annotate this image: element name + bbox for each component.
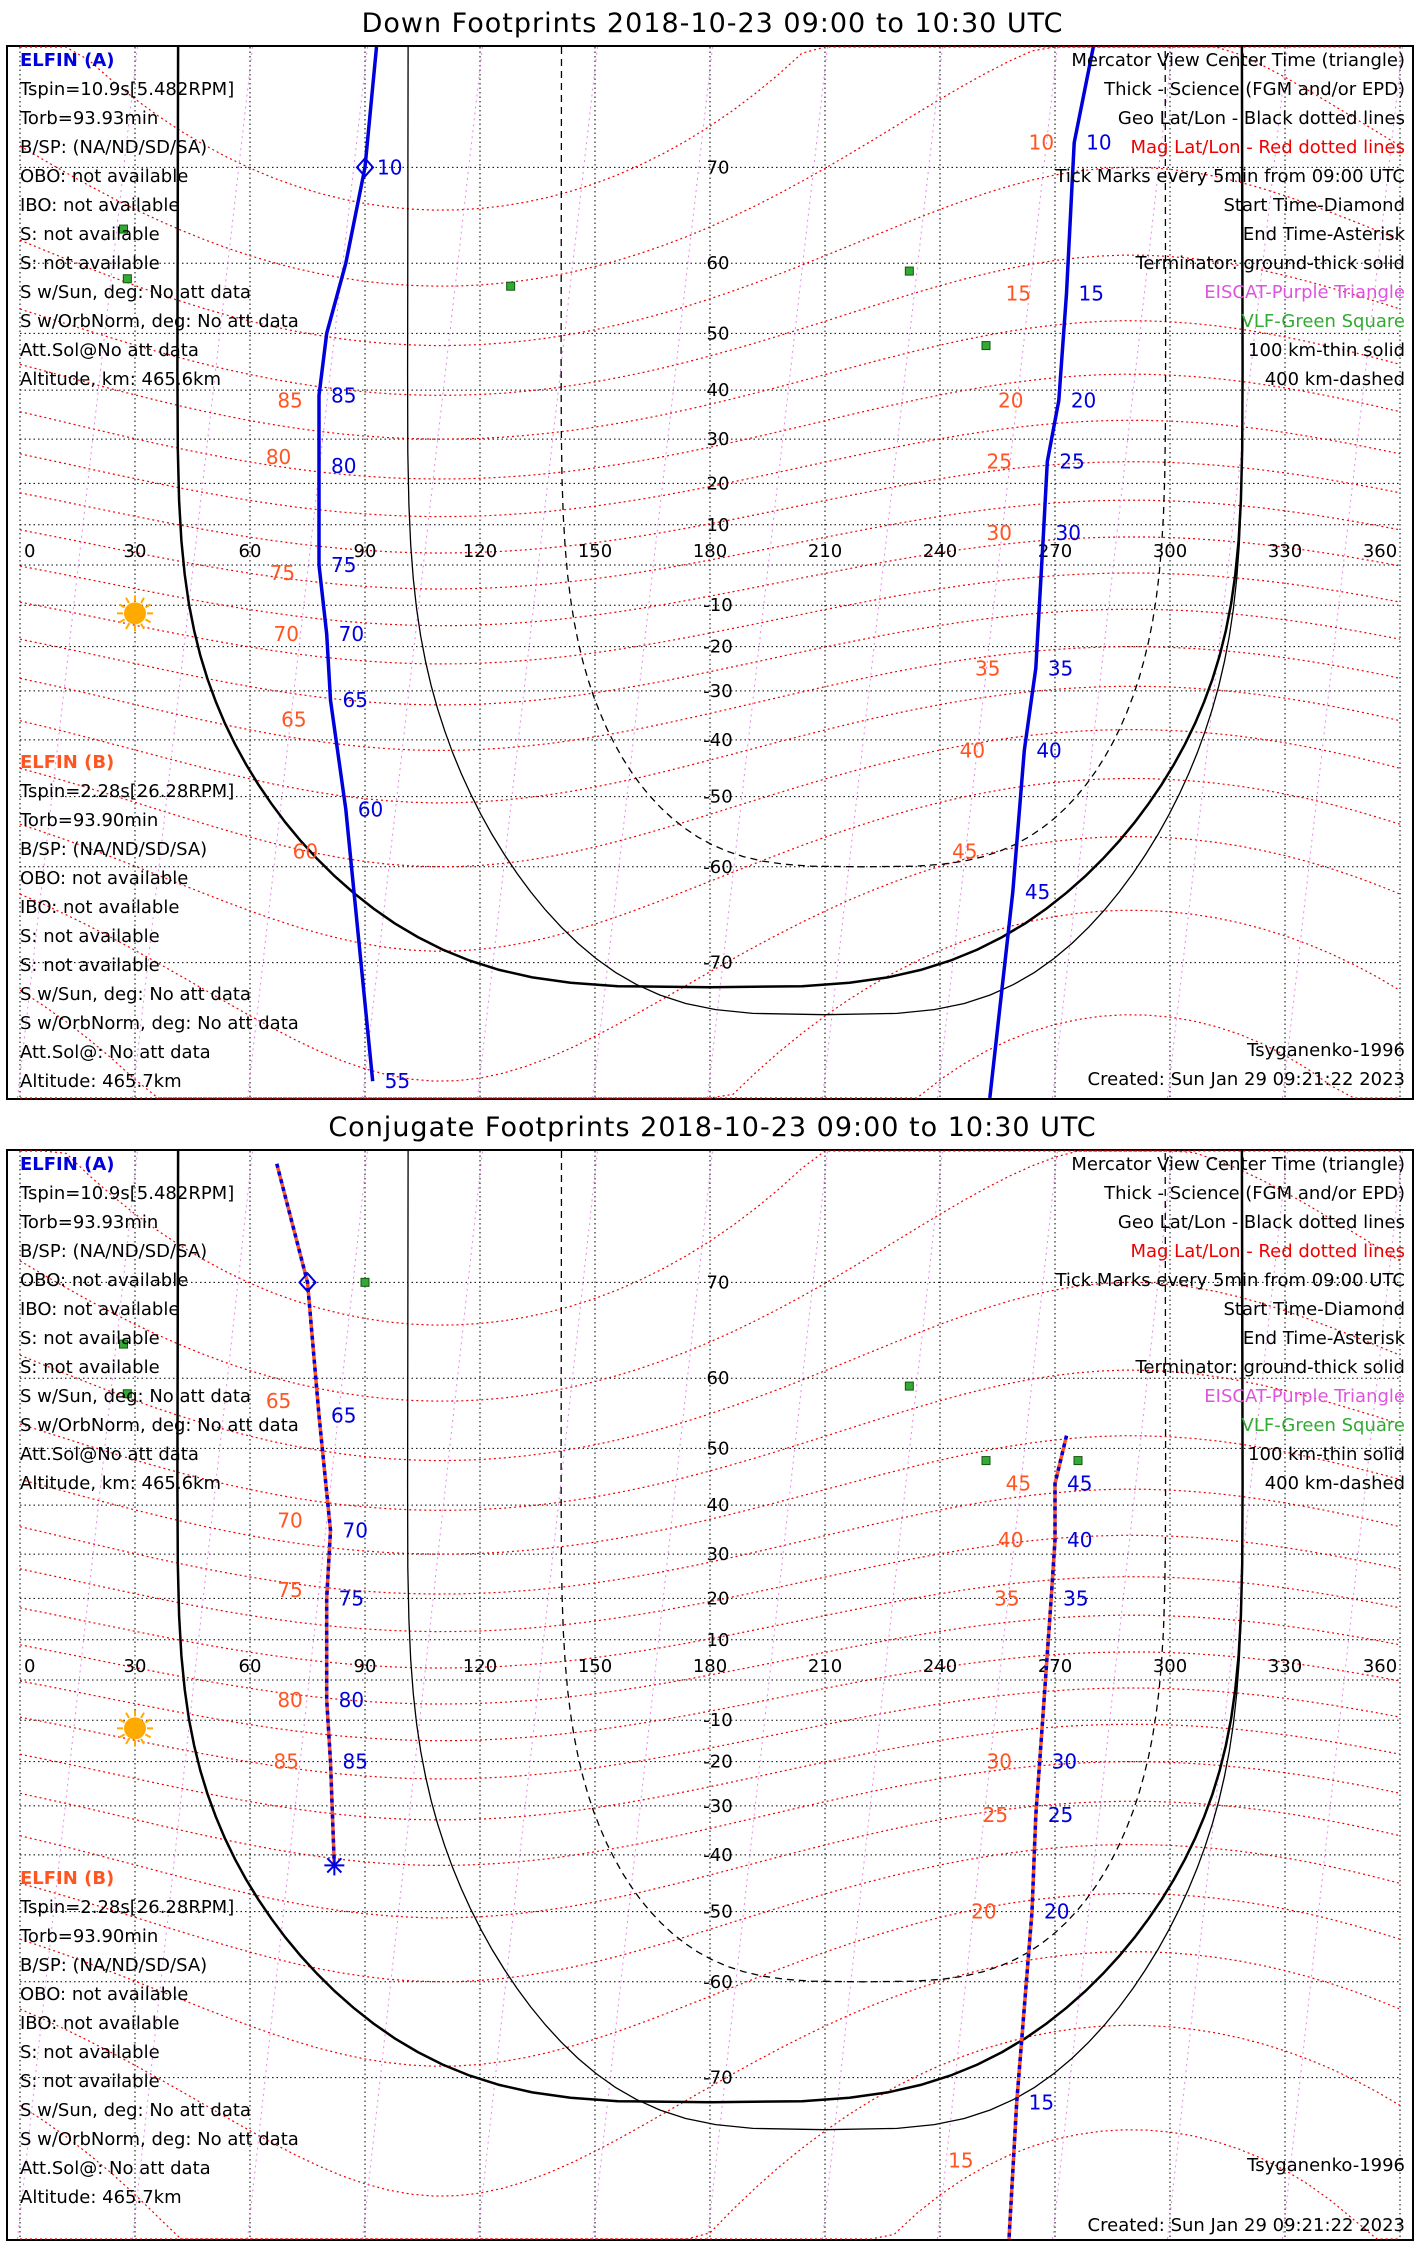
mag-meridian-line: [478, 47, 598, 1098]
elfin-a-tick-label: 30: [1051, 1749, 1078, 1774]
legend-entry: Tick Marks every 5min from 09:00 UTC: [1055, 166, 1405, 187]
elfin-b-tick-label: 20: [998, 388, 1024, 413]
elfin-a-tick-label: 35: [1047, 656, 1074, 681]
lat-tick-label: -20: [703, 636, 733, 658]
elfin-a-tick-label: 40: [1036, 738, 1062, 763]
lat-tick-label: 40: [706, 1495, 730, 1517]
mag-meridian-line: [823, 47, 943, 1098]
elfin-a-tick-label: 35: [1063, 1586, 1089, 1611]
legend-entry: 100 km-thin solid: [1248, 1444, 1405, 1465]
lat-tick-label: -10: [703, 1710, 733, 1732]
lat-tick-label: 10: [706, 514, 730, 536]
elfin-b-line: S w/OrbNorm, deg: No att data: [20, 1013, 299, 1034]
legend-entry: Start Time-Diamond: [1223, 1299, 1405, 1320]
sun-ray: [141, 598, 144, 603]
legend-entry: Start Time-Diamond: [1223, 195, 1405, 216]
elfin-a-line: Torb=93.93min: [20, 108, 159, 129]
elfin-b-line: Att.Sol@: No att data: [20, 2158, 211, 2179]
sun-ray: [119, 1734, 124, 1737]
lon-tick-label: 300: [1152, 1656, 1188, 1677]
lon-tick-label: 0: [24, 1656, 36, 1677]
lon-tick-label: 30: [123, 541, 147, 562]
lon-tick-label: 150: [577, 541, 613, 562]
legend-entry: End Time-Asterisk: [1242, 1328, 1405, 1349]
elfin-a-track-east: [1009, 1436, 1070, 2239]
lon-tick-label: 360: [1362, 541, 1398, 562]
elfin-b-tick-label: 20: [971, 1899, 997, 1924]
elfin-b-line: Altitude: 465.7km: [20, 2187, 182, 2208]
lon-tick-label: 330: [1267, 1656, 1303, 1677]
vlf-site-marker: [507, 282, 515, 290]
elfin-b-tick-label: 35: [994, 1586, 1020, 1611]
lon-tick-label: 90: [353, 1656, 377, 1677]
lon-tick-label: 90: [353, 541, 377, 562]
elfin-b-line: Tspin=2.28s[26.28RPM]: [20, 781, 235, 802]
elfin-a-line: Tspin=10.9s[5.482RPM]: [20, 1183, 235, 1204]
legend-entry: 400 km-dashed: [1264, 369, 1405, 390]
elfin-a-info-down: [20, 46, 299, 394]
sun-ray: [141, 1739, 144, 1744]
elfin-b-line: Att.Sol@: No att data: [20, 1042, 211, 1063]
elfin-b-line: IBO: not available: [20, 2013, 180, 2034]
elfin-b-tick-label: 10: [1028, 130, 1055, 155]
lat-tick-label: -60: [703, 856, 733, 878]
sun-icon: [124, 1717, 146, 1739]
lat-tick-label: 30: [706, 1544, 730, 1566]
legend-entry: End Time-Asterisk: [1242, 224, 1405, 245]
elfin-b-tick-label: 40: [998, 1528, 1024, 1553]
elfin-b-line: Tspin=2.28s[26.28RPM]: [20, 1897, 235, 1918]
elfin-a-tick-label: 15: [1028, 2090, 1055, 2115]
elfin-b-tick-label: 80: [277, 1688, 303, 1713]
elfin-b-tick-label: 85: [273, 1749, 299, 1774]
elfin-a-tick-label: 80: [338, 1688, 365, 1713]
legend-entry: EISCAT-Purple Triangle: [1204, 1386, 1405, 1407]
elfin-b-line: Torb=93.90min: [20, 810, 159, 831]
elfin-b-tick-label: 30: [986, 520, 1012, 545]
elfin-a-line: S w/Sun, deg: No att data: [20, 1386, 251, 1407]
elfin-b-tick-label: 45: [952, 839, 978, 864]
lon-tick-label: 270: [1037, 1656, 1073, 1677]
elfin-b-line: Altitude: 465.7km: [20, 1071, 182, 1092]
panel-title-down: Down Footprints 2018-10-23 09:00 to 10:30 UTC: [361, 8, 1064, 39]
legend-entry: Thick - Science (FGM and/or EPD): [1104, 1183, 1405, 1204]
lon-tick-label: 240: [922, 541, 958, 562]
lon-tick-label: 210: [807, 1656, 843, 1677]
elfin-b-line: OBO: not available: [20, 1984, 189, 2005]
legend-entry: Terminator: ground-thick solid: [1135, 1357, 1405, 1378]
elfin-a-tick-label: 65: [331, 1403, 357, 1428]
lat-tick-label: -40: [703, 729, 733, 751]
legend-conjugate: [1055, 1150, 1405, 1498]
created-label-down: Created: Sun Jan 29 09:21:22 2023: [1087, 1069, 1405, 1090]
elfin-a-line: B/SP: (NA/ND/SD/SA): [20, 137, 208, 158]
elfin-b-line: OBO: not available: [20, 868, 189, 889]
elfin-b-tick-label: 75: [269, 561, 296, 586]
legend-entry: 100 km-thin solid: [1248, 340, 1405, 361]
sun-ray: [145, 1734, 150, 1737]
legend-entry: Thick - Science (FGM and/or EPD): [1104, 79, 1405, 100]
lon-tick-label: 210: [807, 541, 843, 562]
legend-entry: Terminator: ground-thick solid: [1135, 253, 1405, 274]
elfin-a-line: S w/Sun, deg: No att data: [20, 282, 251, 303]
elfin-b-tick-label: 40: [959, 738, 986, 763]
elfin-a-tick-label: 20: [1044, 1899, 1070, 1924]
model-label-down: Tsyganenko-1996: [1247, 1040, 1405, 1061]
elfin-b-line: S: not available: [20, 926, 160, 947]
lat-tick-label: 60: [706, 1368, 730, 1390]
elfin-b-line: IBO: not available: [20, 897, 180, 918]
lat-tick-label: -70: [703, 952, 733, 974]
elfin-b-tick-label: 35: [975, 656, 1001, 681]
elfin-b-tick-label: 70: [273, 622, 299, 647]
elfin-a-info-conjugate: [20, 1150, 299, 1498]
elfin-b-info-down: [20, 748, 299, 1096]
elfin-b-tick-label: 65: [265, 1389, 292, 1414]
elfin-a-line: S: not available: [20, 253, 160, 274]
lon-tick-label: 120: [462, 541, 498, 562]
elfin-b-track-east: [1009, 1436, 1070, 2239]
lat-tick-label: -10: [703, 595, 733, 617]
lon-tick-label: 300: [1152, 541, 1188, 562]
lat-tick-label: -40: [703, 1844, 733, 1866]
elfin-a-tick-label: 45: [1024, 879, 1051, 904]
sun-ray: [126, 1739, 129, 1744]
mag-meridian-line: [938, 1151, 1058, 2239]
elfin-a-line: Torb=93.93min: [20, 1212, 159, 1233]
legend-entry: Geo Lat/Lon - Black dotted lines: [1117, 1212, 1405, 1233]
elfin-a-tick-label: 25: [1059, 449, 1085, 474]
elfin-b-line: S: not available: [20, 2071, 160, 2092]
legend-down: [1055, 46, 1405, 394]
elfin-a-line: Altitude, km: 465.6km: [20, 1473, 222, 1494]
legend-entry: Mercator View Center Time (triangle): [1071, 1154, 1405, 1175]
lon-tick-label: 330: [1267, 541, 1303, 562]
lon-tick-label: 0: [24, 541, 36, 562]
elfin-b-line: Torb=93.90min: [20, 1926, 159, 1947]
elfin-a-tick-label: 60: [357, 797, 384, 822]
lat-tick-label: -30: [703, 680, 733, 702]
elfin-b-tick-label: 25: [986, 449, 1012, 474]
legend-entry: Geo Lat/Lon - Black dotted lines: [1117, 108, 1405, 129]
elfin-a-line: IBO: not available: [20, 1299, 180, 1320]
elfin-a-line: S w/OrbNorm, deg: No att data: [20, 1415, 299, 1436]
lat-tick-label: 20: [706, 1588, 730, 1610]
vlf-site-marker: [905, 267, 913, 275]
elfin-a-tick-label: 20: [1070, 388, 1097, 413]
lon-tick-label: 360: [1362, 1656, 1398, 1677]
sun-ray: [141, 624, 144, 629]
elfin-b-info-conjugate: [20, 1864, 299, 2212]
elfin-a-tick-label: 10: [377, 155, 403, 180]
elfin-a-line: Tspin=10.9s[5.482RPM]: [20, 79, 235, 100]
elfin-b-tick-label: 30: [986, 1749, 1012, 1774]
sun-ray: [119, 619, 124, 622]
mag-meridian-line: [593, 1151, 713, 2239]
elfin-b-tick-label: 25: [982, 1803, 1009, 1828]
sun-ray: [126, 598, 129, 603]
elfin-b-tick-label: 15: [1005, 281, 1032, 306]
lat-tick-label: -70: [703, 2067, 733, 2089]
lat-tick-label: -50: [703, 786, 733, 808]
elfin-b-tick-label: 65: [281, 707, 307, 732]
elfin-a-tick-label: 85: [331, 383, 357, 408]
lon-tick-label: 270: [1037, 541, 1073, 562]
elfin-a-tick-label: 75: [331, 553, 357, 577]
elfin-b-line: S w/OrbNorm, deg: No att data: [20, 2129, 299, 2150]
elfin-b-line: S w/Sun, deg: No att data: [20, 984, 251, 1005]
lat-tick-label: -50: [703, 1901, 733, 1923]
vlf-site-marker: [982, 342, 990, 350]
elfin-a-tick-label: 65: [342, 688, 368, 713]
lon-tick-label: 240: [922, 1656, 958, 1677]
legend-entry: Mag Lat/Lon - Red dotted lines: [1130, 137, 1405, 158]
elfin-b-tick-label: 85: [277, 388, 303, 413]
elfin-b-line: B/SP: (NA/ND/SD/SA): [20, 839, 208, 860]
lat-tick-label: -60: [703, 1971, 733, 1993]
lon-tick-label: 30: [123, 1656, 147, 1677]
elfin-b-name: ELFIN (B): [20, 752, 115, 773]
elfin-b-name: ELFIN (B): [20, 1868, 115, 1889]
elfin-a-line: Att.Sol@No att data: [20, 340, 199, 361]
elfin-a-tick-label: 15: [1078, 281, 1104, 306]
legend-entry: VLF-Green Square: [1241, 1415, 1405, 1436]
legend-entry: EISCAT-Purple Triangle: [1204, 282, 1405, 303]
elfin-a-line: Att.Sol@No att data: [20, 1444, 199, 1465]
elfin-a-tick-label: 30: [1055, 520, 1081, 545]
legend-entry: Tick Marks every 5min from 09:00 UTC: [1055, 1270, 1405, 1291]
mag-meridian-line: [823, 1151, 943, 2239]
legend-entry: Mag Lat/Lon - Red dotted lines: [1130, 1241, 1405, 1262]
vlf-site-marker: [905, 1382, 913, 1390]
elfin-a-tick-label: 75: [338, 1586, 365, 1611]
lat-tick-label: 10: [706, 1629, 730, 1651]
lat-tick-label: 50: [706, 1438, 730, 1460]
created-label-conjugate: Created: Sun Jan 29 09:21:22 2023: [1087, 2215, 1405, 2236]
elfin-a-tick-label: 25: [1047, 1803, 1074, 1828]
lon-tick-label: 60: [238, 541, 262, 562]
elfin-b-tick-label: 80: [265, 445, 292, 470]
lat-tick-label: 40: [706, 380, 730, 402]
lon-tick-label: 120: [462, 1656, 498, 1677]
sun-ray: [145, 619, 150, 622]
lon-tick-label: 60: [238, 1656, 262, 1677]
lat-tick-label: 70: [706, 157, 730, 179]
elfin-a-line: OBO: not available: [20, 166, 189, 187]
lon-tick-label: 150: [577, 1656, 613, 1677]
lat-tick-label: 60: [706, 253, 730, 275]
elfin-a-line: S: not available: [20, 1328, 160, 1349]
legend-entry: VLF-Green Square: [1241, 311, 1405, 332]
panel-title-conjugate: Conjugate Footprints 2018-10-23 09:00 to 10:30 UTC: [328, 1112, 1097, 1143]
elfin-a-line: B/SP: (NA/ND/SD/SA): [20, 1241, 208, 1262]
elfin-a-line: Altitude, km: 465.6km: [20, 369, 222, 390]
lon-tick-label: 180: [692, 1656, 728, 1677]
lon-tick-label: 180: [692, 541, 728, 562]
vlf-site-marker: [982, 1457, 990, 1465]
elfin-b-tick-label: 75: [277, 1577, 303, 1602]
elfin-a-tick-label: 55: [384, 1069, 411, 1094]
elfin-b-line: S w/Sun, deg: No att data: [20, 2100, 251, 2121]
elfin-b-line: B/SP: (NA/ND/SD/SA): [20, 1955, 208, 1976]
mag-meridian-line: [593, 47, 713, 1098]
elfin-b-line: S: not available: [20, 2042, 160, 2063]
sun-ray: [126, 624, 129, 629]
lat-tick-label: 70: [706, 1272, 730, 1294]
sun-ray: [126, 1713, 129, 1718]
sun-icon: [124, 602, 146, 624]
elfin-a-line: S w/OrbNorm, deg: No att data: [20, 311, 299, 332]
elfin-b-tick-label: 60: [292, 839, 319, 864]
lat-tick-label: 20: [706, 473, 730, 495]
elfin-a-line: S: not available: [20, 1357, 160, 1378]
elfin-a-line: OBO: not available: [20, 1270, 189, 1291]
legend-entry: 400 km-dashed: [1264, 1473, 1405, 1494]
legend-entry: Mercator View Center Time (triangle): [1071, 50, 1405, 71]
lat-tick-label: -30: [703, 1795, 733, 1817]
elfin-a-tick-label: 70: [338, 622, 365, 647]
elfin-b-line: S: not available: [20, 955, 160, 976]
model-label-conjugate: Tsyganenko-1996: [1247, 2155, 1405, 2176]
elfin-a-name: ELFIN (A): [20, 1154, 115, 1175]
elfin-a-tick-label: 45: [1067, 1471, 1093, 1496]
elfin-a-tick-label: 80: [331, 454, 357, 479]
lat-tick-label: 30: [706, 429, 730, 451]
elfin-b-tick-label: 15: [948, 2148, 974, 2173]
vlf-site-marker: [361, 1278, 369, 1286]
elfin-a-tick-label: 40: [1067, 1528, 1093, 1553]
sun-ray: [141, 1713, 144, 1718]
elfin-b-tick-label: 45: [1005, 1471, 1032, 1496]
elfin-a-tick-label: 70: [342, 1518, 368, 1543]
elfin-a-tick-label: 10: [1086, 130, 1112, 155]
elfin-b-tick-label: 70: [277, 1508, 303, 1533]
lat-tick-label: 50: [706, 323, 730, 345]
elfin-a-line: S: not available: [20, 224, 160, 245]
mag-meridian-line: [363, 1151, 483, 2239]
elfin-a-name: ELFIN (A): [20, 50, 115, 71]
mag-meridian-line: [708, 47, 828, 1098]
elfin-a-line: IBO: not available: [20, 195, 180, 216]
elfin-a-tick-label: 85: [342, 1749, 368, 1774]
lat-tick-label: -20: [703, 1751, 733, 1773]
